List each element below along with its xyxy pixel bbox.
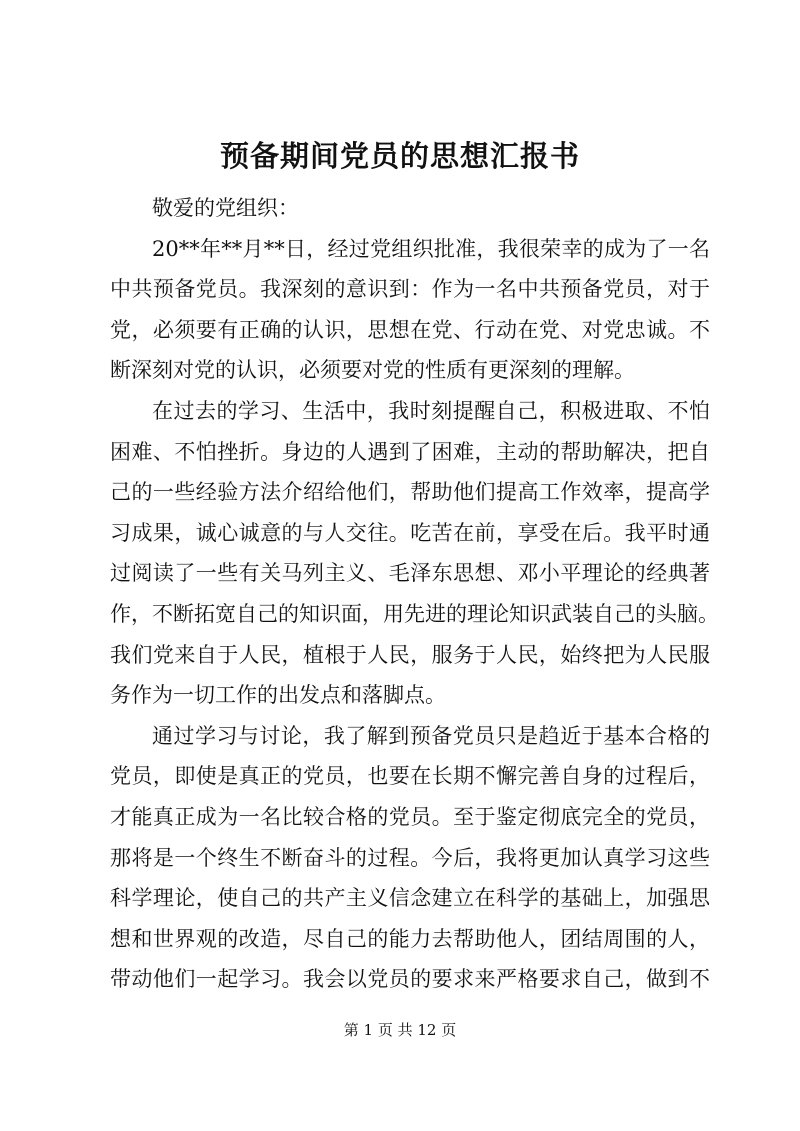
text-line: 断深刻对党的认识，必须要对党的性质有更深刻的理解。 (110, 358, 635, 383)
text-line: 务作为一切工作的出发点和落脚点。 (110, 683, 446, 708)
text-line: 想和世界观的改造，尽自己的能力去帮助他人，团结周围的人， (110, 926, 710, 951)
text-line: 中共预备党员。我深刻的意识到：作为一名中共预备党员，对于 (110, 277, 710, 302)
text-line: 党，必须要有正确的认识，思想在党、行动在党、对党忠诚。不 (110, 317, 710, 342)
text-line: 通过学习与讨论，我了解到预备党员只是趋近于基本合格的 (152, 723, 710, 748)
text-line: 困难、不怕挫折。身边的人遇到了困难，主动的帮助解决，把自 (110, 439, 710, 464)
text-line: 带动他们一起学习。我会以党员的要求来严格要求自己，做到不 (110, 967, 710, 992)
text-line: 党员，即使是真正的党员，也要在长期不懈完善自身的过程后， (110, 764, 710, 789)
text-line: 过阅读了一些有关马列主义、毛泽东思想、邓小平理论的经典著 (110, 561, 710, 586)
text-line: 20**年**月**日，经过党组织批准，我很荣幸的成为了一名 (152, 236, 710, 261)
page-number-footer: 第 1 页 共 12 页 (343, 1021, 457, 1039)
text-line: 才能真正成为一名比较合格的党员。至于鉴定彻底完全的党员， (110, 804, 710, 829)
text-line: 那将是一个终生不断奋斗的过程。今后，我将更加认真学习这些 (110, 845, 710, 870)
document-title: 预备期间党员的思想汇报书 (219, 139, 580, 173)
salutation: 敬爱的党组织： (152, 196, 299, 220)
text-line: 作，不断拓宽自己的知识面，用先进的理论知识武装自己的头脑。 (110, 601, 719, 626)
text-line: 在过去的学习、生活中，我时刻提醒自己，积极进取、不怕 (152, 398, 710, 423)
text-line: 我们党来自于人民，植根于人民，服务于人民，始终把为人民服 (110, 642, 710, 667)
document-body (110, 188, 719, 1000)
text-line: 己的一些经验方法介绍给他们，帮助他们提高工作效率，提高学 (110, 480, 710, 505)
text-line: 科学理论，使自己的共产主义信念建立在科学的基础上，加强思 (110, 886, 710, 911)
text-line: 习成果，诚心诚意的与人交往。吃苦在前，享受在后。我平时通 (110, 520, 710, 545)
